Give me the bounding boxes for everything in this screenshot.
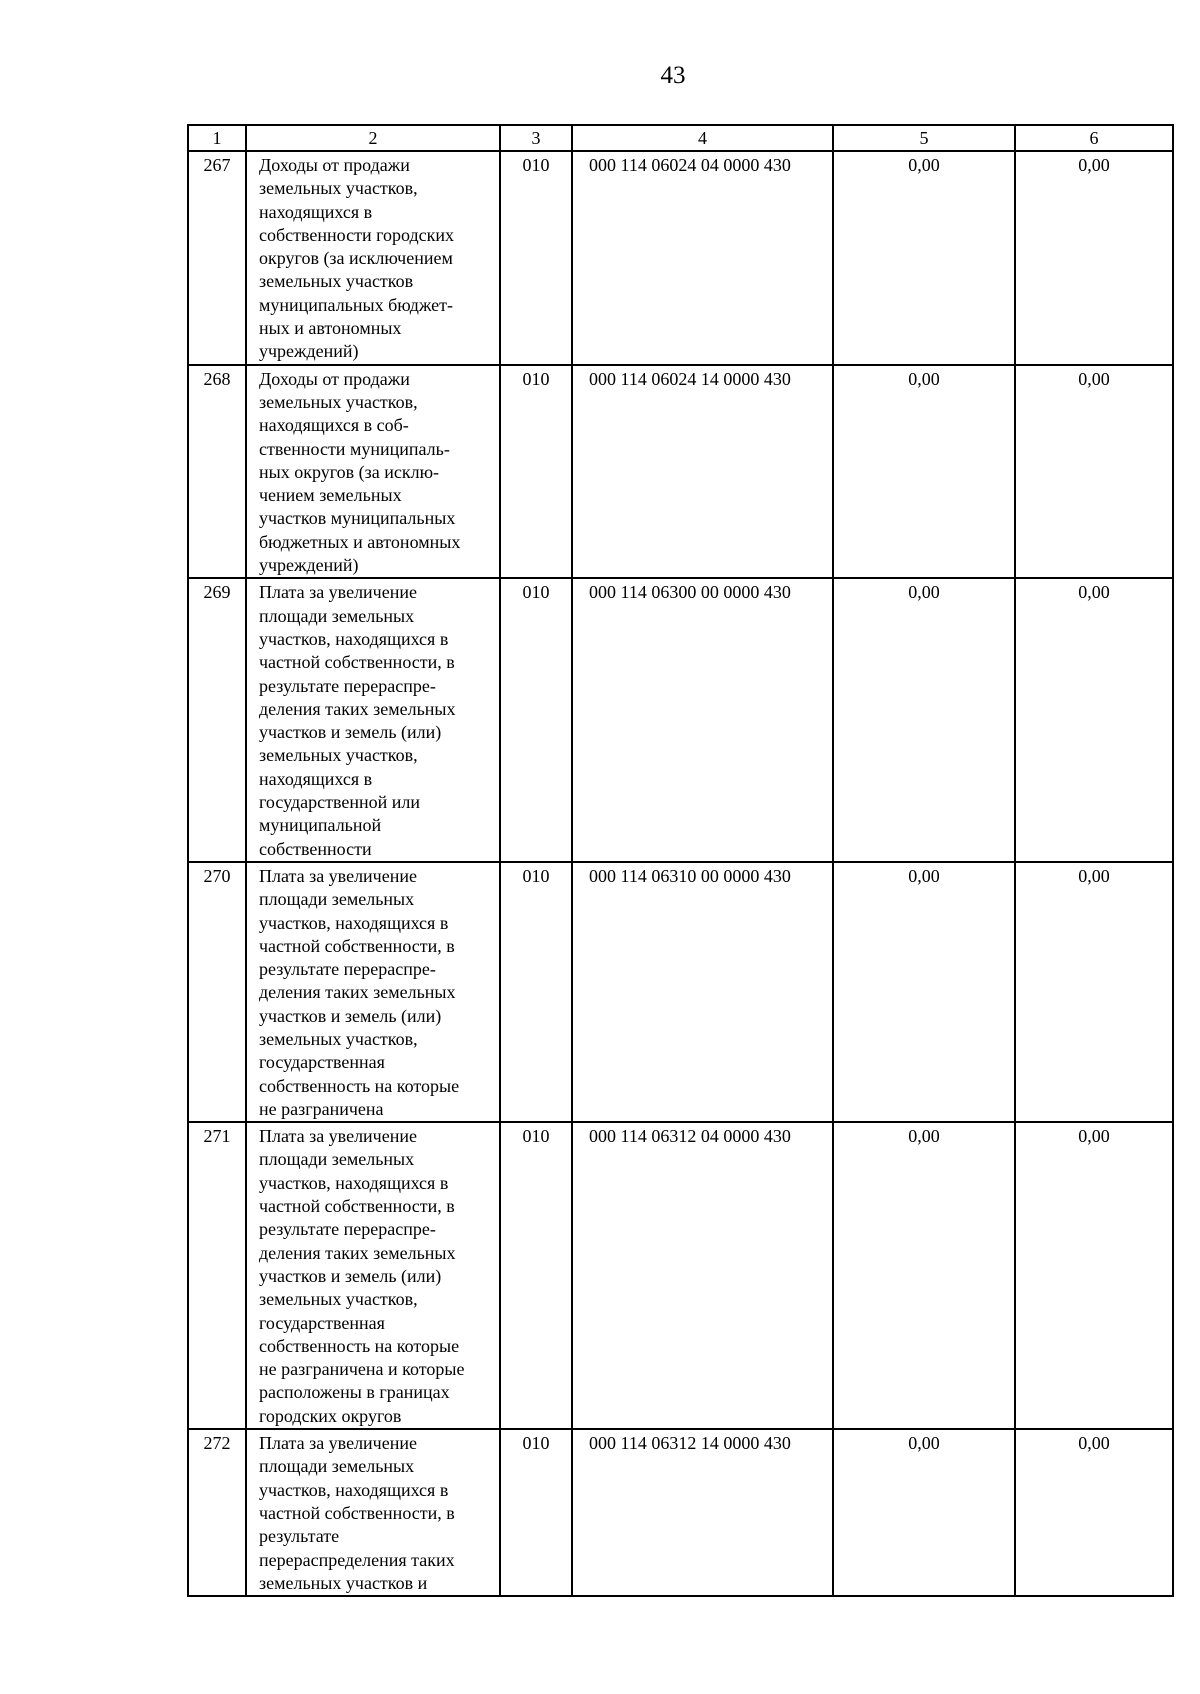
table-row	[188, 578, 1173, 862]
row-value-5: 0,00	[833, 365, 1015, 579]
header-cell: 1	[188, 125, 246, 151]
row-code-3: 010	[500, 1122, 572, 1429]
row-value-5: 0,00	[833, 1429, 1015, 1596]
row-value-5: 0,00	[833, 151, 1015, 365]
row-description: Плата за увеличение площади земельных участков, находящихся в частной собственности, в результате перераспре- деления таких земельных участков и земель (или) земельных участков, государственная собственность на которые не разграничена	[246, 862, 500, 1122]
row-code-4: 000 114 06312 14 0000 430	[572, 1429, 833, 1596]
revenue-table	[187, 124, 1174, 1597]
table-row	[188, 1429, 1173, 1596]
row-value-6: 0,00	[1015, 578, 1173, 862]
table-row	[188, 365, 1173, 579]
row-number: 272	[188, 1429, 246, 1596]
row-code-3: 010	[500, 151, 572, 365]
row-code-3: 010	[500, 1429, 572, 1596]
header-cell: 3	[500, 125, 572, 151]
row-description: Плата за увеличение площади земельных участков, находящихся в частной собственности, в результате перераспре- деления таких земельных участков и земель (или) земельных участков, государственная собственность на которые не разграничена и которые расположены в границах городских округов	[246, 1122, 500, 1429]
row-code-4: 000 114 06300 00 0000 430	[572, 578, 833, 862]
row-code-3: 010	[500, 365, 572, 579]
row-value-5: 0,00	[833, 1122, 1015, 1429]
row-number: 267	[188, 151, 246, 365]
header-cell: 6	[1015, 125, 1173, 151]
header-cell: 2	[246, 125, 500, 151]
row-code-3: 010	[500, 862, 572, 1122]
table-row	[188, 151, 1173, 365]
row-number: 268	[188, 365, 246, 579]
row-code-4: 000 114 06024 04 0000 430	[572, 151, 833, 365]
row-value-5: 0,00	[833, 578, 1015, 862]
row-number: 271	[188, 1122, 246, 1429]
header-cell: 5	[833, 125, 1015, 151]
row-code-4: 000 114 06024 14 0000 430	[572, 365, 833, 579]
row-number: 270	[188, 862, 246, 1122]
row-description: Доходы от продажи земельных участков, находящихся в соб- ственности муниципаль- ных округов (за исклю- чением земельных участков муниципальных бюджетных и автономных учреждений)	[246, 365, 500, 579]
header-cell: 4	[572, 125, 833, 151]
row-code-4: 000 114 06310 00 0000 430	[572, 862, 833, 1122]
row-value-5: 0,00	[833, 862, 1015, 1122]
row-code-4: 000 114 06312 04 0000 430	[572, 1122, 833, 1429]
row-number: 269	[188, 578, 246, 862]
row-value-6: 0,00	[1015, 1429, 1173, 1596]
row-code-3: 010	[500, 578, 572, 862]
row-description: Доходы от продажи земельных участков, находящихся в собственности городских округов (за исключением земельных участков муниципальных бюджет- ных и автономных учреждений)	[246, 151, 500, 365]
table-header-row	[188, 125, 1173, 151]
row-description: Плата за увеличение площади земельных участков, находящихся в частной собственности, в результате перераспределения таких земельных участков и	[246, 1429, 500, 1596]
table-row	[188, 1122, 1173, 1429]
row-value-6: 0,00	[1015, 151, 1173, 365]
row-description: Плата за увеличение площади земельных участков, находящихся в частной собственности, в результате перераспре- деления таких земельных участков и земель (или) земельных участков, находящихся в государственной или муниципальной собственности	[246, 578, 500, 862]
table-row	[188, 862, 1173, 1122]
row-value-6: 0,00	[1015, 365, 1173, 579]
row-value-6: 0,00	[1015, 1122, 1173, 1429]
row-value-6: 0,00	[1015, 862, 1173, 1122]
page-number: 43	[660, 62, 686, 89]
